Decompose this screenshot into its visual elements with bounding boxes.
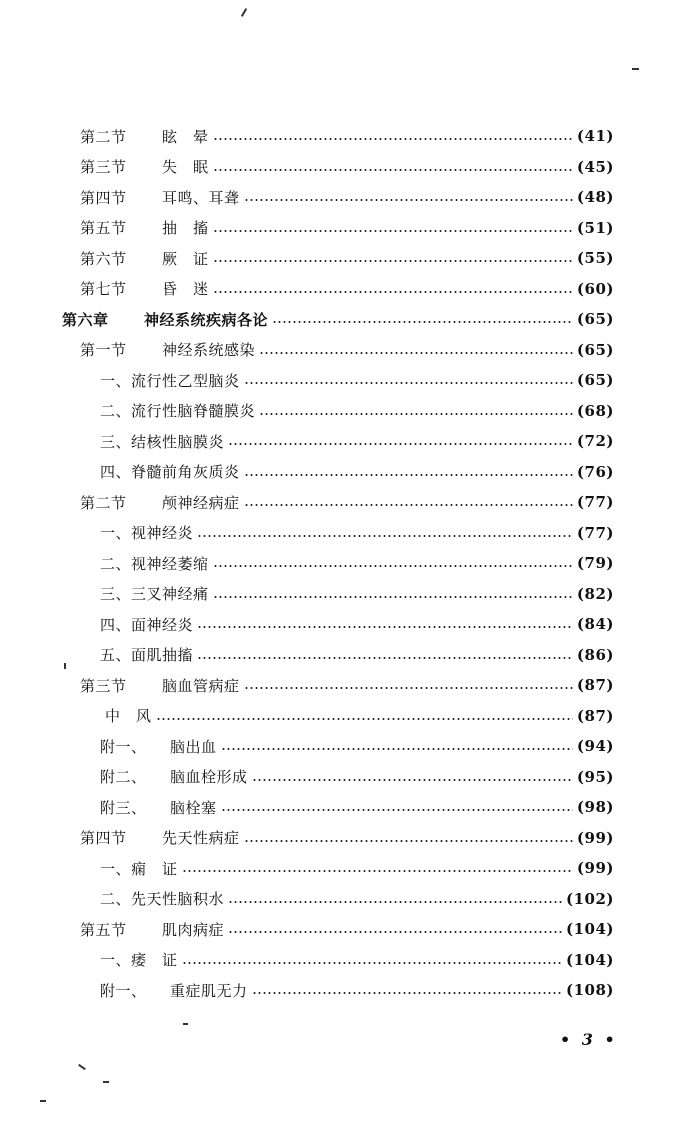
- toc-entry-number: 第六章: [62, 310, 109, 329]
- toc-entry-page: (68): [576, 401, 614, 420]
- toc-entry-title: [100, 888, 224, 909]
- toc-entry-page: (82): [576, 584, 614, 603]
- toc-entry: [80, 185, 614, 209]
- toc-entry-page: (76): [576, 462, 614, 481]
- scan-mark: [40, 1100, 46, 1102]
- toc-entry-page: (104): [565, 920, 614, 938]
- toc-entry: [80, 826, 614, 850]
- toc-entry: [80, 155, 614, 179]
- toc-entry-page: (98): [576, 798, 614, 816]
- scan-mark: [183, 1023, 188, 1025]
- dot-leader: [228, 443, 573, 445]
- toc-entry-label: 肌肉病症: [162, 920, 225, 939]
- scan-mark: [632, 68, 639, 70]
- toc-entry-title: [100, 522, 193, 543]
- toc-entry: [100, 643, 614, 667]
- toc-entry-label: 昏 迷: [162, 280, 209, 298]
- toc-entry-label: 神经系统感染: [162, 341, 256, 359]
- toc-entry-page: (99): [576, 828, 614, 847]
- toc-entry-label: 四、脊髓前角灰质炎: [100, 463, 240, 481]
- toc-entry: [100, 521, 614, 545]
- toc-entry: [80, 246, 614, 270]
- toc-entry-number: 第六节: [80, 249, 127, 268]
- toc-entry: [105, 704, 614, 728]
- dot-leader: [182, 870, 573, 872]
- toc-entry-page: (51): [576, 218, 614, 237]
- toc-entry-page: (108): [565, 981, 614, 999]
- toc-entry-title: [100, 583, 209, 604]
- toc-entry-label: 二、流行性脑脊髓膜炎: [100, 402, 256, 420]
- toc-entry: [100, 551, 614, 575]
- toc-entry-title: [80, 919, 224, 940]
- dot-leader: [252, 992, 562, 994]
- toc-entry-title: [80, 339, 255, 360]
- toc-entry-label: 脑血管病症: [162, 676, 240, 695]
- dot-leader: [244, 687, 573, 689]
- toc-entry-page: (41): [576, 127, 614, 145]
- toc-entry-title: [80, 248, 209, 269]
- dot-leader: [221, 748, 573, 750]
- toc-entry-title: [80, 156, 209, 177]
- dot-leader: [182, 962, 562, 964]
- toc-entry-title: [80, 217, 209, 238]
- dot-leader: [228, 931, 562, 933]
- dot-leader: [213, 230, 573, 232]
- toc-entry-page: (77): [576, 493, 614, 511]
- toc-entry-number: 附一、: [100, 981, 147, 1000]
- toc-entry: [100, 856, 614, 880]
- toc-entry-label: 四、面神经炎: [100, 615, 194, 634]
- dot-leader: [244, 199, 573, 201]
- toc-entry-page: (104): [565, 950, 614, 969]
- toc-entry-title: [100, 370, 240, 391]
- toc-entry: [100, 399, 614, 423]
- dot-leader: [244, 504, 573, 506]
- dot-leader: [213, 169, 573, 171]
- toc-entry-title: [80, 492, 240, 513]
- toc-entry: [80, 338, 614, 362]
- toc-entry-page: (95): [576, 767, 614, 786]
- toc-entry-label: 中 风: [105, 707, 152, 725]
- toc-entry-label: 一、流行性乙型脑炎: [100, 371, 240, 390]
- toc-entry-number: 第一节: [80, 341, 127, 359]
- toc-entry: [100, 612, 614, 636]
- toc-entry-title: [100, 766, 248, 787]
- toc-entry-label: 抽 搐: [162, 219, 209, 237]
- toc-entry-title: [100, 797, 217, 818]
- toc-entry-label: 颅神经病症: [162, 493, 240, 512]
- toc-entry: [100, 978, 614, 1002]
- scan-mark: [64, 663, 66, 669]
- dot-leader: [197, 657, 573, 659]
- toc-entry-title: [100, 431, 224, 452]
- toc-entry-page: (99): [576, 859, 614, 877]
- toc-entry-label: 二、先天性脑积水: [100, 890, 225, 908]
- toc-entry-title: [100, 949, 178, 970]
- toc-entry: [100, 734, 614, 758]
- toc-entry-number: 第五节: [80, 920, 127, 939]
- page-number: • 3 •: [560, 1030, 618, 1049]
- dot-leader: [244, 840, 573, 842]
- toc-entry-page: (94): [576, 737, 614, 755]
- scan-mark: [103, 1081, 109, 1083]
- toc-entry-title: [80, 827, 240, 848]
- toc-entry: [100, 460, 614, 484]
- toc-entry-label: 三、结核性脑膜炎: [100, 432, 225, 451]
- toc-entry-number: 附二、: [100, 768, 147, 786]
- toc-entry-number: 附一、: [100, 737, 147, 756]
- toc-entry-page: (84): [576, 615, 614, 633]
- toc-entry: [80, 673, 614, 697]
- toc-entry-title: [105, 705, 152, 726]
- toc-entry-title: [80, 675, 240, 696]
- toc-entry-title: [62, 309, 268, 330]
- toc-entry: [80, 490, 614, 514]
- toc-entry-label: 重症肌无力: [170, 981, 248, 1000]
- toc-entry-page: (45): [576, 157, 614, 176]
- dot-leader: [221, 809, 573, 811]
- dot-leader: [259, 413, 573, 415]
- toc-entry-title: [100, 461, 240, 482]
- toc-entry-page: (60): [576, 279, 614, 298]
- toc-entry: [80, 216, 614, 240]
- dot-leader: [244, 382, 573, 384]
- toc-entry-page: (65): [576, 340, 614, 359]
- toc-entry-page: (79): [576, 554, 614, 572]
- dot-leader: [244, 474, 573, 476]
- toc-entry-label: 三、三叉神经痛: [100, 585, 209, 603]
- toc-entry-label: 失 眠: [162, 158, 209, 176]
- toc-entry-page: (87): [576, 706, 614, 725]
- dot-leader: [259, 352, 573, 354]
- scan-mark: [241, 8, 247, 17]
- toc-entry-title: [80, 187, 240, 208]
- toc-entry-title: [100, 400, 255, 421]
- toc-entry-page: (48): [576, 188, 614, 206]
- toc-entry: [80, 124, 614, 148]
- toc-entry: [80, 917, 614, 941]
- toc-entry-number: 附三、: [100, 798, 147, 817]
- toc-entry-label: 一、痫 证: [100, 859, 178, 878]
- toc-entry-title: [100, 858, 178, 879]
- toc-entry-number: 第三节: [80, 676, 127, 695]
- toc-entry-number: 第二节: [80, 127, 127, 146]
- toc-entry-page: (65): [576, 310, 614, 328]
- toc-entry-number: 第四节: [80, 188, 127, 207]
- toc-entry-label: 眩 晕: [162, 127, 209, 146]
- toc-entry-label: 先天性病症: [162, 829, 240, 847]
- toc-entry: [100, 765, 614, 789]
- toc-entry: [100, 887, 614, 911]
- toc-entry-number: 第二节: [80, 493, 127, 512]
- dot-leader: [156, 718, 573, 720]
- toc-entry: [100, 368, 614, 392]
- dot-leader: [213, 565, 573, 567]
- toc-entry-page: (77): [576, 523, 614, 542]
- toc-entry: [100, 429, 614, 453]
- dot-leader: [213, 596, 573, 598]
- toc-entry-page: (87): [576, 676, 614, 694]
- toc-entry-page: (55): [576, 249, 614, 267]
- toc-entry: [100, 795, 614, 819]
- dot-leader: [213, 138, 573, 140]
- toc-entry-page: (86): [576, 645, 614, 664]
- toc-entry-title: [100, 736, 217, 757]
- toc-entry-page: (72): [576, 432, 614, 450]
- toc-entry: [100, 582, 614, 606]
- dot-leader: [213, 291, 573, 293]
- dot-leader: [228, 901, 562, 903]
- toc-entry-label: 一、视神经炎: [100, 524, 194, 542]
- toc-entry-page: (102): [565, 889, 614, 908]
- toc-entry-label: 二、视神经萎缩: [100, 554, 209, 573]
- toc-entry-title: [80, 126, 209, 147]
- toc-entry-title: [80, 278, 209, 299]
- dot-leader: [197, 626, 573, 628]
- toc-entry-number: 第四节: [80, 829, 127, 847]
- dot-leader: [252, 779, 573, 781]
- toc-entry-label: 神经系统疾病各论: [144, 310, 269, 329]
- dot-leader: [213, 260, 573, 262]
- toc-entry-number: 第五节: [80, 219, 127, 237]
- toc-entry-number: 第三节: [80, 158, 127, 176]
- toc-entry: [80, 277, 614, 301]
- toc-entry-title: [100, 644, 193, 665]
- toc-entry-number: 第七节: [80, 280, 127, 298]
- toc-entry-label: 厥 证: [162, 249, 209, 268]
- toc-entry-title: [100, 553, 209, 574]
- toc-entry-title: [100, 614, 193, 635]
- dot-leader: [197, 535, 573, 537]
- toc-entry-label: 五、面肌抽搐: [100, 646, 194, 664]
- toc-entry-label: 脑血栓形成: [170, 768, 248, 786]
- toc-entry-title: [100, 980, 248, 1001]
- dot-leader: [272, 321, 573, 323]
- scan-mark: [78, 1064, 86, 1070]
- toc-entry-page: (65): [576, 371, 614, 389]
- toc-entry-label: 耳鸣、耳聋: [162, 188, 240, 207]
- toc-entry-label: 一、痿 证: [100, 951, 178, 969]
- toc-entry: [100, 948, 614, 972]
- toc-entry-label: 脑出血: [170, 737, 217, 756]
- toc-entry: [62, 307, 614, 331]
- toc-entry-label: 脑栓塞: [170, 798, 217, 817]
